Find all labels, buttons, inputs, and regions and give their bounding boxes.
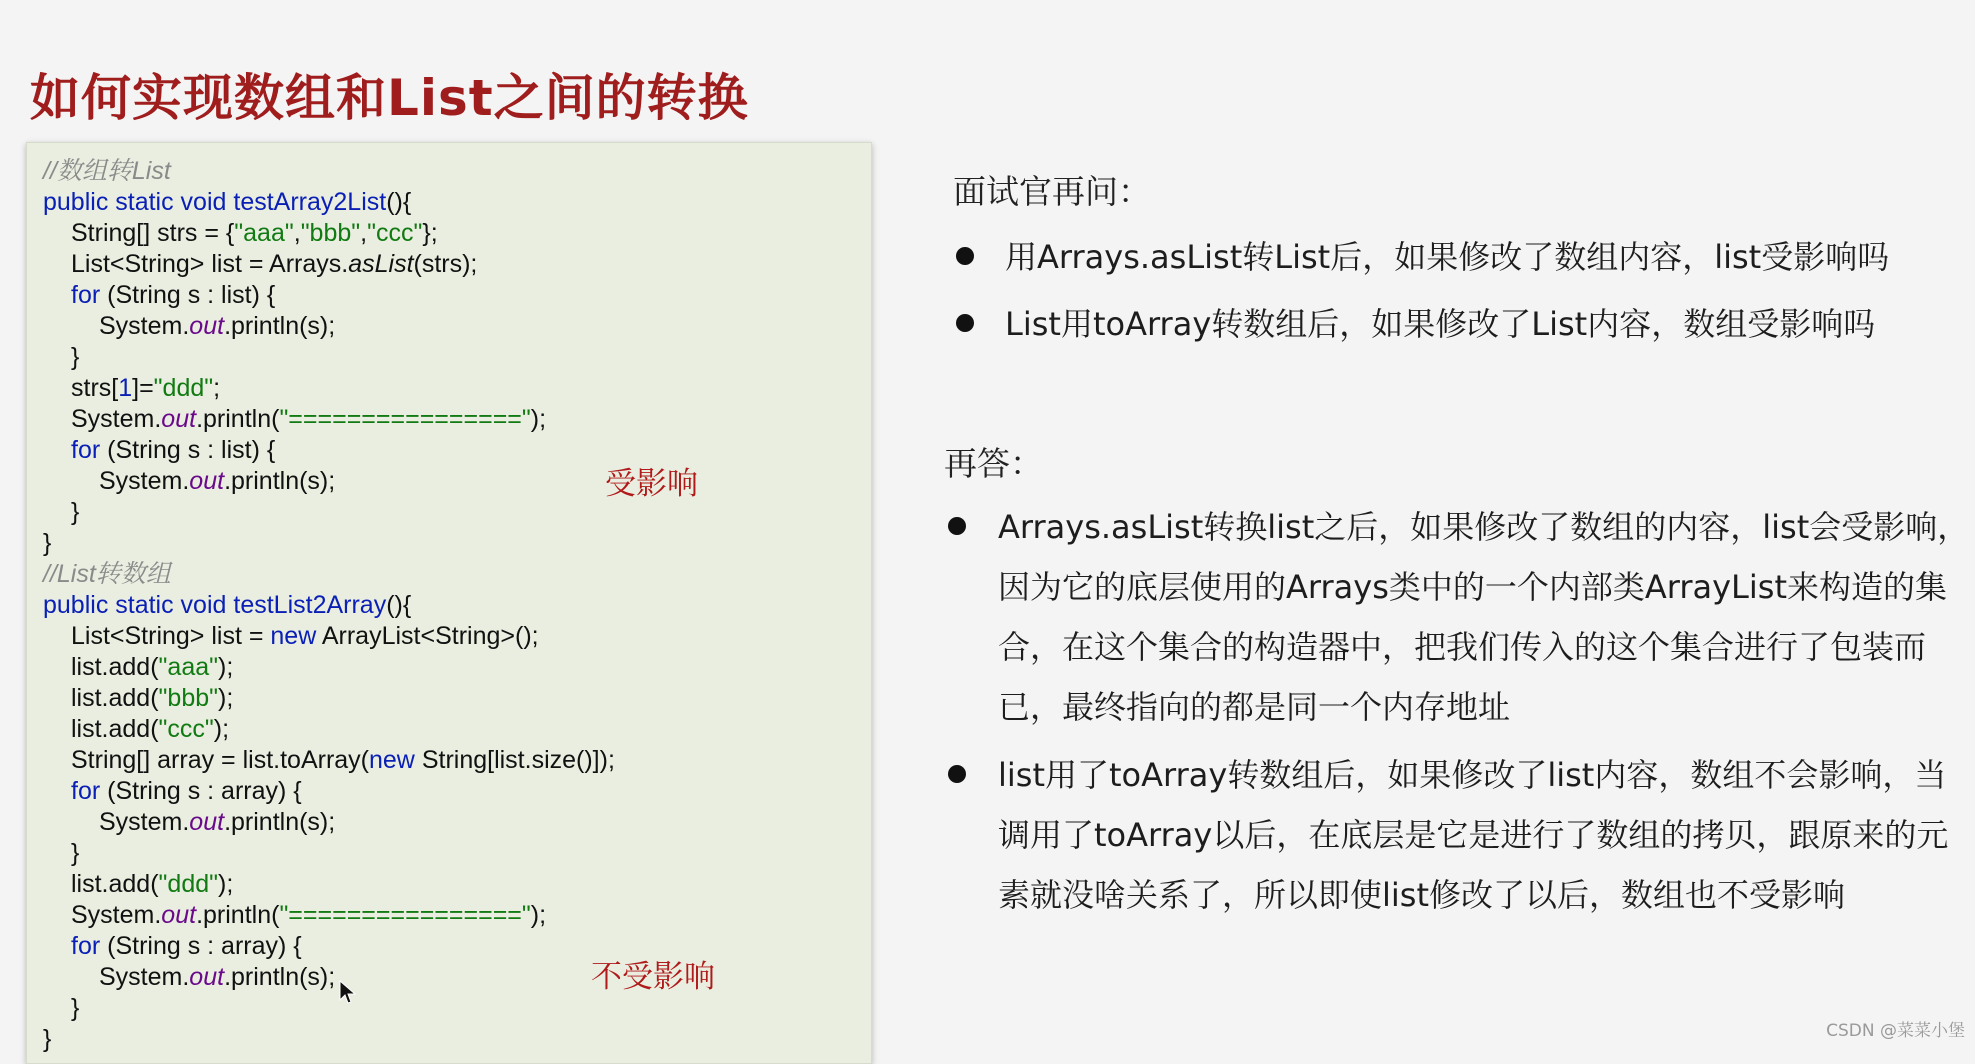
code-text: ); <box>530 405 547 433</box>
code-text: .println(s); <box>224 808 336 836</box>
code-text: .println( <box>196 901 280 929</box>
code-field: out <box>161 901 197 929</box>
code-line <box>99 310 335 342</box>
mouse-cursor-icon <box>339 980 357 1006</box>
code-string: "bbb" <box>158 684 219 712</box>
code-text: .println(s); <box>224 467 336 495</box>
code-text: } <box>71 839 80 867</box>
code-keyword: for <box>71 436 101 464</box>
code-field: out <box>189 312 225 340</box>
code-line <box>43 186 411 218</box>
code-line <box>71 403 546 435</box>
code-text: (){ <box>386 188 412 216</box>
code-line <box>43 527 51 559</box>
code-line <box>71 775 302 807</box>
code-string: "ddd" <box>153 374 214 402</box>
bullet-icon <box>948 765 966 783</box>
code-text: String[list.size()]); <box>414 746 615 774</box>
code-line <box>71 651 233 683</box>
answer-line: Arrays.asList转换list之后，如果修改了数组的内容，list会受影响， <box>998 508 1970 546</box>
code-text: List<String> list = <box>71 622 271 650</box>
code-string: "ccc" <box>158 715 214 743</box>
code-field: out <box>189 963 225 991</box>
code-text: .println( <box>196 405 280 433</box>
code-text: ); <box>218 653 234 681</box>
code-line <box>99 806 335 838</box>
code-text: list.add( <box>71 715 159 743</box>
code-number: 1 <box>118 374 133 402</box>
code-line <box>43 589 411 621</box>
code-line <box>71 434 275 466</box>
code-line <box>43 1023 51 1055</box>
answer-line: list用了toArray转数组后，如果修改了list内容，数组不会影响，当 <box>998 756 1947 794</box>
code-string: "bbb" <box>300 219 361 247</box>
code-line <box>71 868 233 900</box>
annotation-affected: 受影响 <box>605 466 698 502</box>
code-text: } <box>71 498 80 526</box>
code-line <box>71 341 79 373</box>
code-text: System. <box>99 963 190 991</box>
code-text: ); <box>213 715 230 743</box>
code-text: ; <box>213 374 221 402</box>
code-text: }; <box>422 219 438 247</box>
code-field: out <box>161 405 197 433</box>
code-line <box>71 496 79 528</box>
code-keyword: public static void <box>43 188 234 216</box>
code-string: "aaa" <box>158 653 219 681</box>
code-line <box>71 837 79 869</box>
code-comment: //List转数组 <box>43 560 171 588</box>
code-line <box>71 744 615 776</box>
code-text: , <box>360 219 368 247</box>
code-text: List<String> list = Arrays. <box>71 250 349 278</box>
answer-line: 因为它的底层使用的Arrays类中的一个内部类ArrayList来构造的集 <box>998 568 1947 606</box>
code-string: "ddd" <box>158 870 219 898</box>
code-text: System. <box>99 467 190 495</box>
code-text: (String s : list) { <box>100 281 276 309</box>
code-field: out <box>189 808 225 836</box>
code-text: .println(s); <box>224 312 336 340</box>
code-text: String[] array = list.toArray( <box>71 746 369 774</box>
code-text: } <box>43 529 52 557</box>
code-string: "aaa" <box>234 219 294 247</box>
code-text: ]= <box>132 374 154 402</box>
code-string: "================" <box>279 901 531 929</box>
code-string: "================" <box>279 405 531 433</box>
code-line <box>71 899 546 931</box>
code-text: (){ <box>386 591 412 619</box>
code-text: System. <box>71 405 162 433</box>
code-line <box>99 465 335 497</box>
code-text: (String s : list) { <box>100 436 276 464</box>
code-text: list.add( <box>71 870 159 898</box>
answer-line: 调用了toArray以后，在底层是它是进行了数组的拷贝，跟原来的元 <box>998 816 1949 854</box>
answer-line: 素就没啥关系了，所以即使list修改了以后，数组也不受影响 <box>998 876 1846 914</box>
bullet-icon <box>956 247 974 265</box>
code-method-name: testList2Array <box>233 591 387 619</box>
annotation-not-affected: 不受影响 <box>591 959 715 995</box>
code-line <box>71 620 539 652</box>
code-text: System. <box>99 808 190 836</box>
code-line <box>71 372 220 404</box>
code-line <box>71 713 229 745</box>
code-text: .println(s); <box>224 963 336 991</box>
code-keyword: for <box>71 932 101 960</box>
code-text: System. <box>99 312 190 340</box>
code-keyword: new <box>270 622 317 650</box>
code-text: } <box>43 1025 52 1053</box>
code-method-call: asList <box>348 250 414 278</box>
code-text: System. <box>71 901 162 929</box>
code-text: ); <box>530 901 547 929</box>
code-panel <box>26 142 872 1064</box>
code-text: list.add( <box>71 653 159 681</box>
answer-line: 合，在这个集合的构造器中，把我们传入的这个集合进行了包装而 <box>998 628 1927 666</box>
code-text: ArrayList<String>(); <box>316 622 539 650</box>
code-keyword: public static void <box>43 591 234 619</box>
code-text: (String s : array) { <box>100 932 302 960</box>
bullet-icon <box>956 314 974 332</box>
code-method-name: testArray2List <box>233 188 387 216</box>
code-comment: //数组转List <box>43 157 171 185</box>
code-text: ); <box>218 870 234 898</box>
code-keyword: new <box>369 746 415 774</box>
code-text: ); <box>218 684 234 712</box>
question-item: 用Arrays.asList转List后，如果修改了数组内容，list受影响吗 <box>1005 238 1890 276</box>
code-keyword: for <box>71 281 101 309</box>
question-item: List用toArray转数组后，如果修改了List内容，数组受影响吗 <box>1005 305 1876 343</box>
code-string: "ccc" <box>367 219 423 247</box>
code-line <box>99 961 335 993</box>
code-text: , <box>293 219 301 247</box>
code-field: out <box>189 467 225 495</box>
code-line <box>71 992 79 1024</box>
code-keyword: for <box>71 777 101 805</box>
code-text: (strs); <box>413 250 478 278</box>
code-line <box>71 248 477 280</box>
code-text: strs[ <box>71 374 119 402</box>
slide-title: 如何实现数组和List之间的转换 <box>30 69 749 127</box>
code-line <box>71 682 233 714</box>
code-text: } <box>71 343 80 371</box>
bullet-icon <box>948 517 966 535</box>
code-line <box>71 279 275 311</box>
code-text: (String s : array) { <box>100 777 302 805</box>
answer-heading: 再答： <box>944 444 1043 483</box>
code-text: } <box>71 994 80 1022</box>
watermark: CSDN @菜菜小堡 <box>1826 1021 1965 1041</box>
answer-line: 已，最终指向的都是同一个内存地址 <box>998 688 1511 726</box>
code-text: list.add( <box>71 684 159 712</box>
question-heading: 面试官再问： <box>953 172 1151 211</box>
code-text: String[] strs = { <box>71 219 235 247</box>
code-line <box>71 217 438 249</box>
code-line <box>71 930 302 962</box>
